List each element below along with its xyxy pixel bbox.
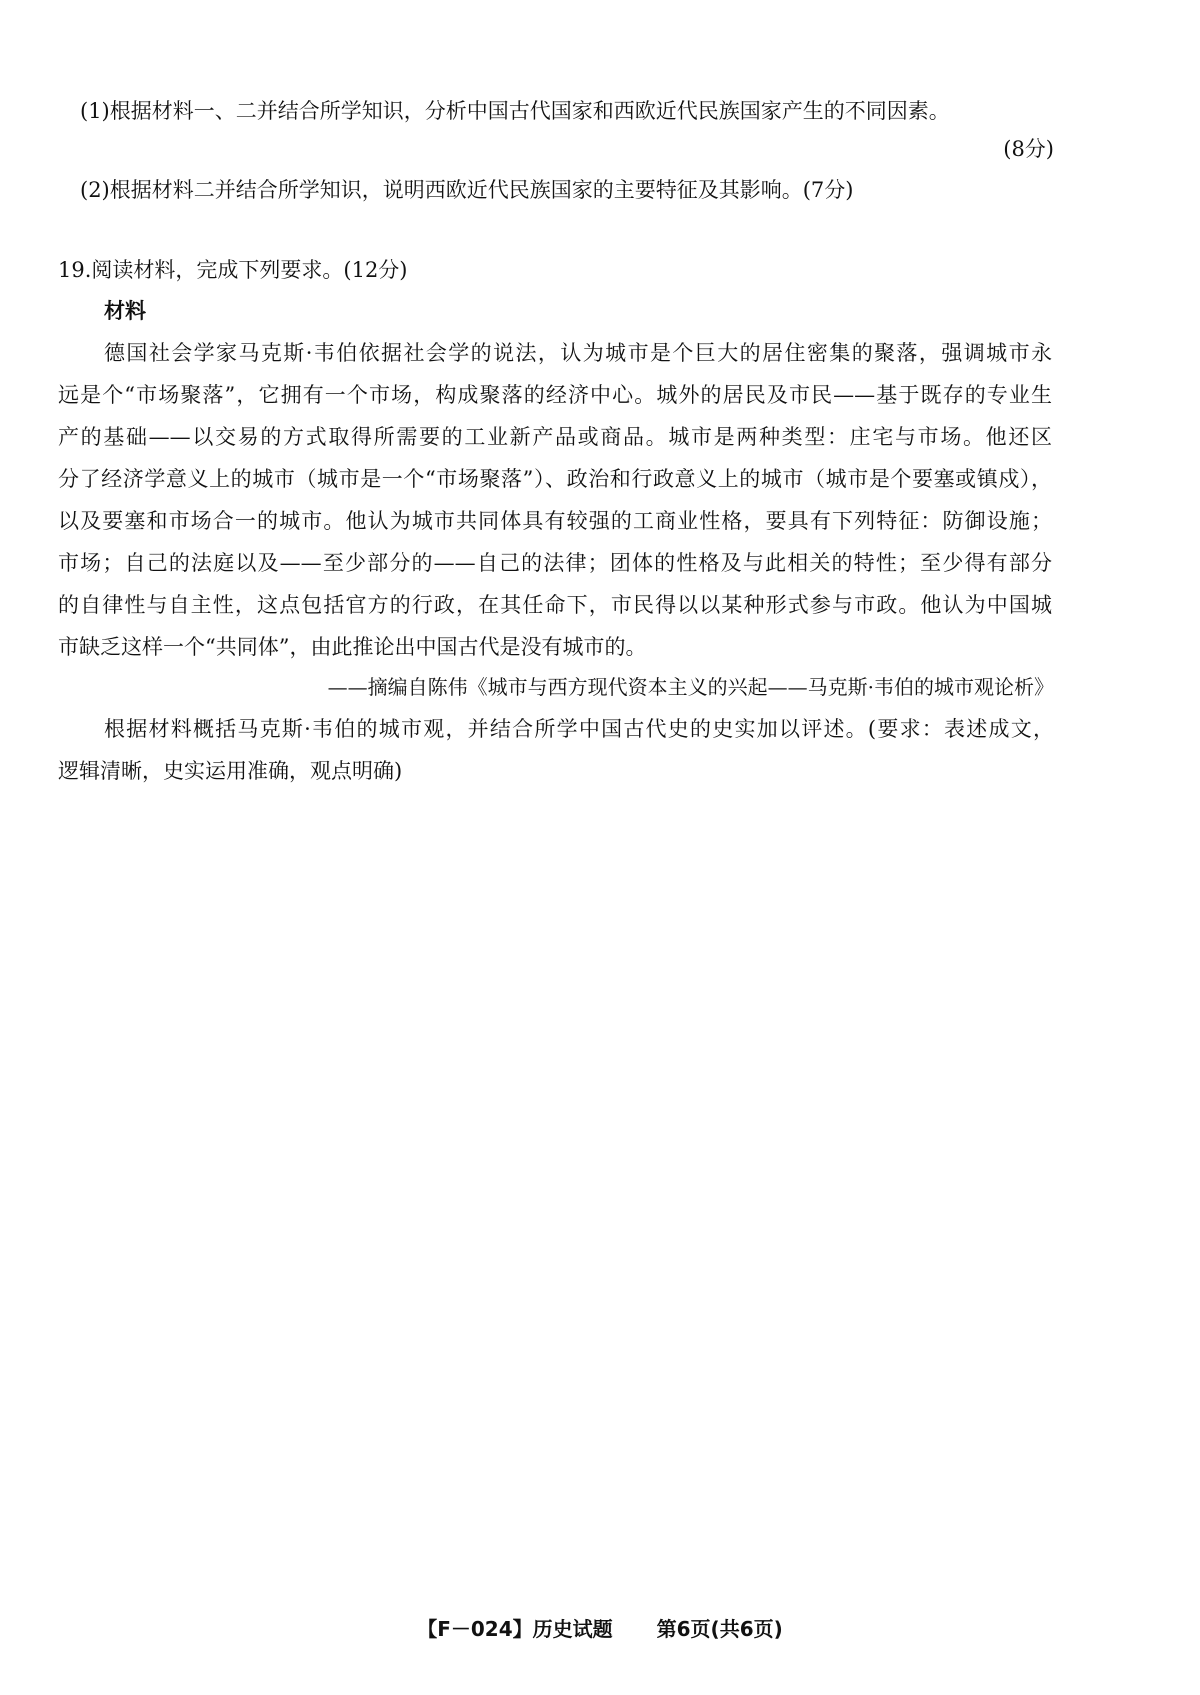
- material-line: 市场；自己的法庭以及——至少部分的——自己的法律；团体的性格及与此相关的特性；至少得有部分: [58, 551, 1052, 575]
- material-line: 的自律性与自主性，这点包括官方的行政，在其任命下，市民得以以某种形式参与市政。他认为中国城: [58, 593, 1052, 617]
- task-line: 根据材料概括马克斯·韦伯的城市观，并结合所学中国古代史的史实加以评述。(要求：表述成文，: [104, 717, 1054, 741]
- material-label: 材料: [104, 299, 146, 323]
- q19-heading: 19.阅读材料，完成下列要求。(12分): [58, 258, 408, 282]
- material-line: 以及要塞和市场合一的城市。他认为城市共同体具有较强的工商业性格，要具有下列特征：防御设施；: [58, 509, 1052, 533]
- material-line: 德国社会学家马克斯·韦伯依据社会学的说法，认为城市是个巨大的居住密集的聚落，强调城市永: [104, 341, 1052, 365]
- material-line: 分了经济学意义上的城市（城市是一个“市场聚落”）、政治和行政意义上的城市（城市是个要塞或镇戍），: [58, 467, 1052, 491]
- footer-exam-code: 【F－024】历史试题: [417, 1617, 613, 1641]
- q18-subquestion-2: (2)根据材料二并结合所学知识，说明西欧近代民族国家的主要特征及其影响。(7分): [80, 178, 854, 202]
- q18-subquestion-1-score: (8分): [1003, 137, 1054, 161]
- material-line: 产的基础——以交易的方式取得所需要的工业新产品或商品。城市是两种类型：庄宅与市场。他还区: [58, 425, 1052, 449]
- material-line: 远是个“市场聚落”，它拥有一个市场，构成聚落的经济中心。城外的居民及市民——基于既存的专业生: [58, 383, 1052, 407]
- material-line: 市缺乏这样一个“共同体”，由此推论出中国古代是没有城市的。: [58, 635, 647, 659]
- task-line: 逻辑清晰，史实运用准确，观点明确): [58, 759, 403, 783]
- page-footer: [0, 1614, 1200, 1644]
- q18-subquestion-1: (1)根据材料一、二并结合所学知识，分析中国古代国家和西欧近代民族国家产生的不同因素。: [80, 99, 950, 123]
- material-source: ——摘编自陈伟《城市与西方现代资本主义的兴起——马克斯·韦伯的城市观论析》: [327, 675, 1054, 699]
- footer-page-number: 第6页(共6页): [656, 1617, 783, 1641]
